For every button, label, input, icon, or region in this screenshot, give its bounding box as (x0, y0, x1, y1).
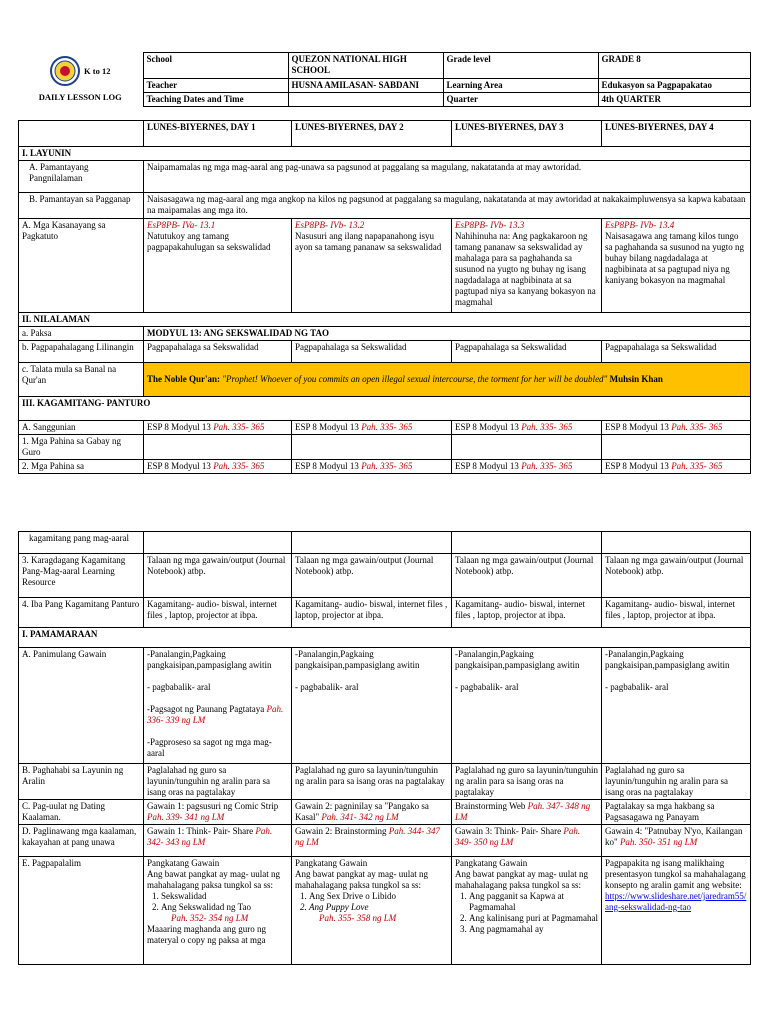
kasanayan-day1: EsP8PB- IVa- 13.1 Natutukoy ang tamang pagpapakahulugan sa sekswalidad (144, 218, 292, 312)
panimulang-day4: -Panalangin,Pagkaing pangkaisipan,pampasiglang awitin - pagbabalik- aral (602, 648, 751, 764)
gabay-label: 1. Mga Pahina sa Gabay ng Guro (19, 434, 144, 459)
pahina-day1: ESP 8 Modyul 13 Pah. 335- 365 (144, 459, 292, 473)
day4-header: LUNES-BIYERNES, DAY 4 (602, 121, 751, 147)
paglinawan-day3: Gawain 3: Think- Pair- Share Pah. 349- 350 ng LM (452, 824, 602, 856)
sanggunian-day1: ESP 8 Modyul 13 Pah. 335- 365 (144, 420, 292, 434)
log-title: DAILY LESSON LOG (38, 92, 122, 103)
paghahabi-day4: Paglalahad ng guro sa layunin/tunguhin ng aralin para sa isang oras na pagtalakay (602, 764, 751, 800)
kasanayan-day3: EsP8PB- IVb- 13.3 Nahihinuha na: Ang pagkakaroon ng tamang pananaw sa sekswalidad ay mahalaga para sa paghahanda sa susunod na yugto ng buhay ng isang nagdadalaga at nagbibinata at sa pagtupad niya sa kanyang bokasyon na magmahal (452, 218, 602, 312)
layunin-title: I. LAYUNIN (19, 147, 751, 161)
logo-cell (18, 53, 143, 107)
quran-label: c. Talata mula sa Banal na Qur'an (19, 362, 144, 396)
pagpapalalim-day3: Pangkatang Gawain Ang bawat pangkat ay mag- uulat ng mahahalagang paksa tungkol sa ss: 1. Ang pagganit sa Kapwa at Pagmamahal 2. Ang kalinisang puri at Pagmamahal 3. Ang pagmamahal ay (452, 856, 602, 964)
dates-value (288, 92, 443, 106)
sanggunian-label: A. Sanggunian (19, 420, 144, 434)
pag-uulat-day1: Gawain 1: pagsusuri ng Comic Strip Pah. 339- 341 ng LM (144, 799, 292, 824)
day3-header: LUNES-BIYERNES, DAY 3 (452, 121, 602, 147)
sanggunian-day3: ESP 8 Modyul 13 Pah. 335- 365 (452, 420, 602, 434)
pahina-day4: ESP 8 Modyul 13 Pah. 335- 365 (602, 459, 751, 473)
pagpapahalaga-day4: Pagpapahalaga sa Sekswalidad (602, 340, 751, 362)
karagdagan-day4: Talaan ng mga gawain/output (Journal Notebook) atbp. (602, 554, 751, 598)
pag-uulat-day4: Pagtalakay sa mga hakbang sa Pagsasagawa ng Panayam (602, 799, 751, 824)
iba-day2: Kagamitang- audio- biswal, internet files , laptop, projector at ibpa. (292, 598, 452, 628)
panimulang-day3: -Panalangin,Pagkaing pangkaisipan,pampasiglang awitin - pagbabalik- aral (452, 648, 602, 764)
teacher-value: HUSNA AMILASAN- SABDANI (288, 79, 443, 93)
nilalaman-title: II. NILALAMAN (19, 312, 751, 326)
pahina-day3: ESP 8 Modyul 13 Pah. 335- 365 (452, 459, 602, 473)
pamantayang-label: A. Pamantayang Pangnilalaman (19, 160, 144, 192)
paglinawan-label: D. Paglinawang mga kaalaman, kakayahan at pang unawa (19, 824, 144, 856)
pahina-label-cont: kagamitang pang mag-aaral (19, 532, 144, 554)
pahina-day2: ESP 8 Modyul 13 Pah. 335- 365 (292, 459, 452, 473)
blank-header (19, 121, 144, 147)
deped-seal-icon (50, 56, 80, 86)
paglinawan-day1: Gawain 1: Think- Pair- Share Pah. 342- 343 ng LM (144, 824, 292, 856)
lesson-table-part1 (18, 120, 751, 474)
pamantayang-text: Naipamamalas ng mga mag-aaral ang pag-unawa sa pagsunod at paggalang sa magulang, nakatatanda at may awtoridad. (144, 160, 751, 192)
pagganap-text: Naisasagawa ng mag-aaral ang mga angkop na kilos ng pagsunod at paggalang sa magulang, nakatatanda at may awtoridad at nakakaimpluwensya sa kapwa kabataan na maipamalas ang mga ito. (144, 192, 751, 218)
quran-verse: The Noble Qur'an: "Prophet! Whoever of you commits an open illegal sexual intercourse, the torment for her will be doubled" Muhsin Khan (144, 362, 751, 396)
pagpapahalaga-day2: Pagpapahalaga sa Sekswalidad (292, 340, 452, 362)
kasanayan-label: A. Mga Kasanayang sa Pagkatuto (19, 218, 144, 312)
pagpapahalaga-day3: Pagpapahalaga sa Sekswalidad (452, 340, 602, 362)
day1-header: LUNES-BIYERNES, DAY 1 (144, 121, 292, 147)
pagganap-label: B. Pamantayan sa Pagganap (19, 192, 144, 218)
day2-header: LUNES-BIYERNES, DAY 2 (292, 121, 452, 147)
pagpapalalim-label: E. Pagpapalalim (19, 856, 144, 964)
pagpapahalaga-day1: Pagpapahalaga sa Sekswalidad (144, 340, 292, 362)
pagpapalalim-day1: Pangkatang Gawain Ang bawat pangkat ay mag- uulat ng mahahalagang paksa tungkol sa ss: 1. Sekswalidad 2. Ang Sekswalidad ng Tao Pah. 352- 354 ng LM Maaaring maghanda ang guro ng materyal o copy ng paksa at mga (144, 856, 292, 964)
teacher-label: Teacher (143, 79, 288, 93)
paghahabi-day2: Paglalahad ng guro sa layunin/tunguhin ng aralin para sa isang oras na pagtalakay (292, 764, 452, 800)
slideshare-link[interactable]: https://www.slideshare.net/jaredram55/ang-sekswalidad-ng-tao (605, 890, 747, 912)
quarter-label: Quarter (443, 92, 598, 106)
paksa-label: a. Paksa (19, 326, 144, 340)
area-value: Edukasyon sa Pagpapakatao (598, 79, 750, 93)
paghahabi-day1: Paglalahad ng guro sa layunin/tunguhin ng aralin para sa isang oras na pagtalakay (144, 764, 292, 800)
karagdagan-day3: Talaan ng mga gawain/output (Journal Notebook) atbp. (452, 554, 602, 598)
paghahabi-day3: Paglalahad ng guro sa layunin/tunguhin ng aralin para sa isang oras na pagtalakay (452, 764, 602, 800)
k12-label: K to 12 (84, 66, 111, 77)
sanggunian-day4: ESP 8 Modyul 13 Pah. 335- 365 (602, 420, 751, 434)
panimulang-day2: -Panalangin,Pagkaing pangkaisipan,pampasiglang awitin - pagbabalik- aral (292, 648, 452, 764)
pamamaraan-title: I. PAMAMARAAN (19, 628, 751, 648)
iba-label: 4. Iba Pang Kagamitang Panturo (19, 598, 144, 628)
panimulang-label: A. Panimulang Gawain (19, 648, 144, 764)
paksa-value: MODYUL 13: ANG SEKSWALIDAD NG TAO (144, 326, 751, 340)
pagpapahalaga-label: b. Pagpapahalagang Lilinangin (19, 340, 144, 362)
paghahabi-label: B. Paghahabi sa Layunin ng Aralin (19, 764, 144, 800)
header-table (18, 52, 751, 107)
panimulang-day1: -Panalangin,Pagkaing pangkaisipan,pampasiglang awitin - pagbabalik- aral -Pagsagot ng Paunang Pagtataya Pah. 336- 339 ng LM -Pagproseso sa sagot ng mga mag-aaral (144, 648, 292, 764)
karagdagan-day2: Talaan ng mga gawain/output (Journal Notebook) atbp. (292, 554, 452, 598)
school-label: School (143, 53, 288, 79)
grade-label: Grade level (443, 53, 598, 79)
pag-uulat-day2: Gawain 2: pagninilay sa "Pangako sa Kasal" Pah. 341- 342 ng LM (292, 799, 452, 824)
grade-value: GRADE 8 (598, 53, 750, 79)
karagdagan-label: 3. Karagdagang Kagamitang Pang-Mag-aaral Learning Resource (19, 554, 144, 598)
pag-uulat-label: C. Pag-uulat ng Dating Kaalaman. (19, 799, 144, 824)
paglinawan-day4: Gawain 4: "Patnubay N'yo, Kailangan ko" Pah. 350- 351 ng LM (602, 824, 751, 856)
kagamitan-title: III. KAGAMITANG- PANTURO (19, 396, 751, 420)
school-value: QUEZON NATIONAL HIGH SCHOOL (288, 53, 443, 79)
lesson-table-part2 (18, 531, 751, 965)
sanggunian-day2: ESP 8 Modyul 13 Pah. 335- 365 (292, 420, 452, 434)
area-label: Learning Area (443, 79, 598, 93)
pagpapalalim-day4: Pagpapakita ng isang malikhaing presentasyon tungkol sa mahahalagang konsepto ng aralin gamit ang website: https://www.slideshare.net/jaredram55/ang-sekswalidad-ng-tao (602, 856, 751, 964)
kasanayan-day4: EsP8PB- IVb- 13.4 Naisasagawa ang tamang kilos tungo sa paghahanda sa susunod na yugto ng buhay bilang nagdadalaga at nagbibinata at sa pagtupad niya ng kaniyang bokasyon na magmahal (602, 218, 751, 312)
kasanayan-day2: EsP8PB- IVb- 13.2 Nasusuri ang ilang napapanahong isyu ayon sa tamang pananaw sa sekswalidad (292, 218, 452, 312)
dates-label: Teaching Dates and Time (143, 92, 288, 106)
iba-day3: Kagamitang- audio- biswal, internet files , laptop, projector at ibpa. (452, 598, 602, 628)
karagdagan-day1: Talaan ng mga gawain/output (Journal Notebook) atbp. (144, 554, 292, 598)
pagpapalalim-day2: Pangkatang Gawain Ang bawat pangkat ay mag- uulat ng mahahalagang paksa tungkol sa ss: 1. Ang Sex Drive o Libido 2. Ang Puppy Love Pah. 355- 358 ng LM (292, 856, 452, 964)
iba-day1: Kagamitang- audio- biswal, internet files , laptop, projector at ibpa. (144, 598, 292, 628)
paglinawan-day2: Gawain 2: Brainstorming Pah. 344- 347 ng LM (292, 824, 452, 856)
quarter-value: 4th QUARTER (598, 92, 750, 106)
iba-day4: Kagamitang- audio- biswal, internet files , laptop, projector at ibpa. (602, 598, 751, 628)
pag-uulat-day3: Brainstorming Web Pah. 347- 348 ng LM (452, 799, 602, 824)
pahina-label: 2. Mga Pahina sa (19, 459, 144, 473)
